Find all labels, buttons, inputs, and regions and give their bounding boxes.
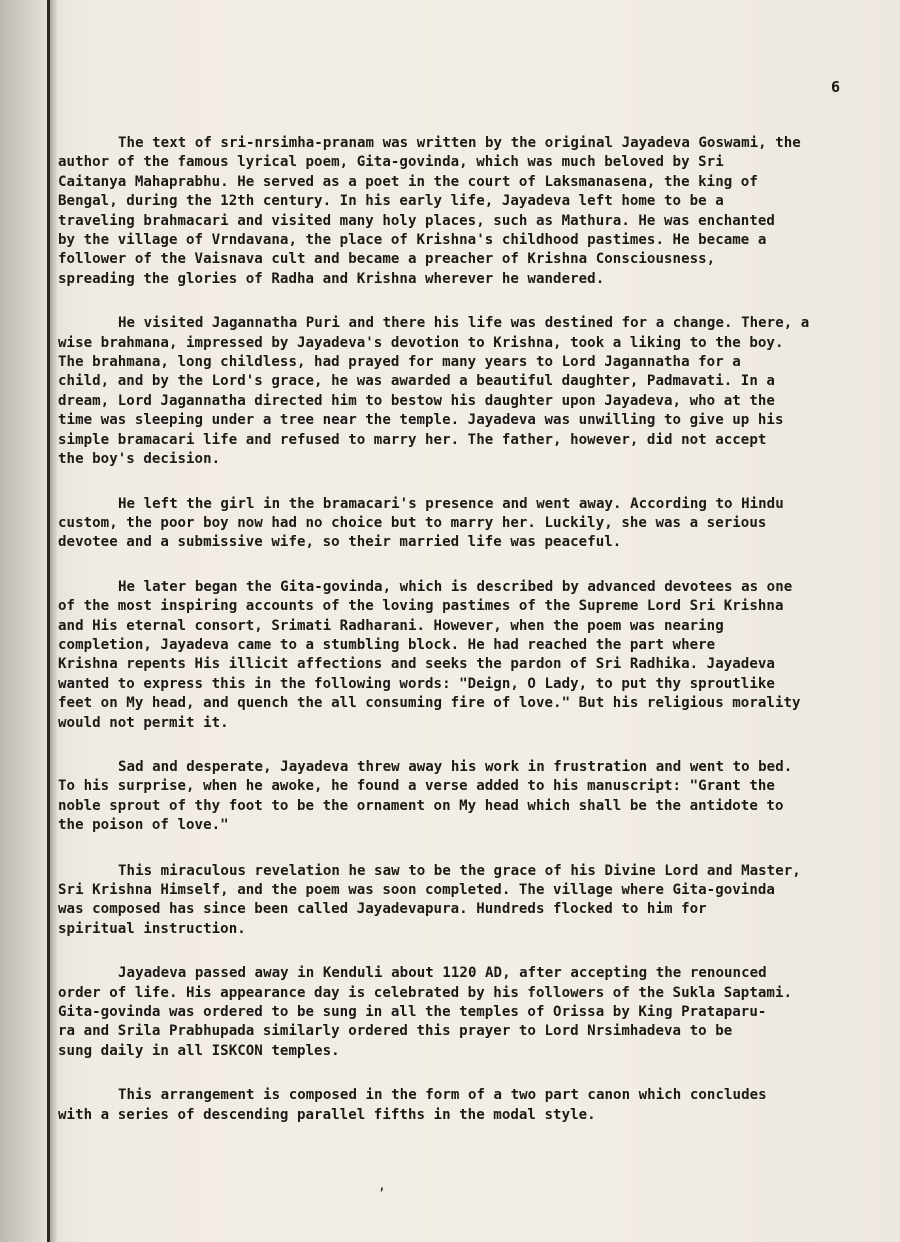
text-line: would not permit it. <box>58 714 229 731</box>
text-line: Caitanya Mahaprabhu. He served as a poet in the court of Laksmanasena, the king of <box>58 173 758 190</box>
text-line: wanted to express this in the following words: "Deign, O Lady, to put thy sproutlike <box>58 675 775 692</box>
text-line: dream, Lord Jagannatha directed him to bestow his daughter upon Jayadeva, who at the <box>58 392 775 409</box>
text-line: of the most inspiring accounts of the loving pastimes of the Supreme Lord Sri Krishna <box>58 598 784 615</box>
paragraph <box>58 578 801 733</box>
text-line: simple bramacari life and refused to marry her. The father, however, did not accept <box>58 431 767 448</box>
body-text <box>58 134 810 1150</box>
text-line: sung daily in all ISKCON temples. <box>58 1042 340 1059</box>
scan-artifact-mark: ʼ <box>378 1186 386 1200</box>
text-line: spreading the glories of Radha and Krishna wherever he wandered. <box>58 270 605 287</box>
text-line: and His eternal consort, Srimati Radharani. However, when the poem was nearing <box>58 617 724 634</box>
page-number: 6 <box>831 78 841 96</box>
paragraph <box>58 1086 793 1125</box>
text-line: He left the girl in the bramacari's presence and went away. According to Hindu <box>118 495 784 512</box>
text-line: Sad and desperate, Jayadeva threw away his work in frustration and went to bed. <box>118 758 793 775</box>
paragraph <box>58 495 793 553</box>
text-line: completion, Jayadeva came to a stumbling block. He had reached the part where <box>58 636 716 653</box>
text-line: feet on My head, and quench the all consuming fire of love." But his religious morality <box>58 695 801 712</box>
text-line: custom, the poor boy now had no choice but to marry her. Luckily, she was a serious <box>58 514 767 531</box>
text-line: spiritual instruction. <box>58 920 246 937</box>
text-line: Sri Krishna Himself, and the poem was soon completed. The village where Gita-govinda <box>58 882 775 898</box>
text-line: This arrangement is composed in the form of a two part canon which concludes <box>118 1087 767 1104</box>
text-line: ra and Srila Prabhupada similarly ordered this prayer to Lord Nrsimhadeva to be <box>58 1023 733 1040</box>
text-line: order of life. His appearance day is celebrated by his followers of the Sukla Saptami. <box>58 984 793 1001</box>
text-line: He visited Jagannatha Puri and there his life was destined for a change. There, a <box>118 315 810 332</box>
paragraph <box>58 134 801 289</box>
text-line: devotee and a submissive wife, so their married life was peaceful. <box>58 534 622 551</box>
text-line: with a series of descending parallel fifths in the modal style. <box>58 1106 596 1123</box>
binding-shadow <box>50 0 58 1242</box>
text-line: follower of the Vaisnava cult and became a preacher of Krishna Consciousness, <box>58 251 716 268</box>
text-line: Krishna repents His illicit affections and seeks the pardon of Sri Radhika. Jayadeva <box>58 656 775 673</box>
text-line: by the village of Vrndavana, the place of Krishna's childhood pastimes. He became a <box>58 232 767 249</box>
text-line: noble sprout of thy foot to be the ornament on My head which shall be the antidote to <box>58 797 784 814</box>
text-line: time was sleeping under a tree near the temple. Jayadeva was unwilling to give up his <box>58 412 784 429</box>
text-line: The brahmana, long childless, had prayed for many years to Lord Jagannatha for a <box>58 354 741 371</box>
text-line: He later began the Gita-govinda, which is described by advanced devotees as one <box>118 578 793 595</box>
text-line: author of the famous lyrical poem, Gita-govinda, which was much beloved by Sri <box>58 154 724 171</box>
paragraph <box>58 758 793 836</box>
text-line: the boy's decision. <box>58 451 221 468</box>
text-line: wise brahmana, impressed by Jayadeva's devotion to Krishna, took a liking to the boy. <box>58 334 784 351</box>
paragraph <box>58 314 810 469</box>
text-line: Gita-govinda was ordered to be sung in all the temples of Orissa by King Prataparu- <box>58 1004 767 1021</box>
text-line: traveling brahmacari and visited many holy places, such as Mathura. He was enchanted <box>58 212 775 229</box>
text-line: child, and by the Lord's grace, he was awarded a beautiful daughter, Padmavati. In a <box>58 373 775 390</box>
paragraph <box>58 964 793 1061</box>
text-line: Jayadeva passed away in Kenduli about 1120 AD, after accepting the renounced <box>118 965 767 982</box>
text-line: the poison of love." <box>58 817 229 834</box>
paragraph <box>58 862 801 940</box>
text-line: The text of sri-nrsimha-pranam was written by the original Jayadeva Goswami, the <box>118 135 801 151</box>
text-line: To his surprise, when he awoke, he found a verse added to his manuscript: "Grant the <box>58 778 775 795</box>
text-line: This miraculous revelation he saw to be the grace of his Divine Lord and Master, <box>118 862 801 879</box>
text-line: Bengal, during the 12th century. In his early life, Jayadeva left home to be a <box>58 193 724 210</box>
text-line: was composed has since been called Jayadevapura. Hundreds flocked to him for <box>58 901 707 918</box>
